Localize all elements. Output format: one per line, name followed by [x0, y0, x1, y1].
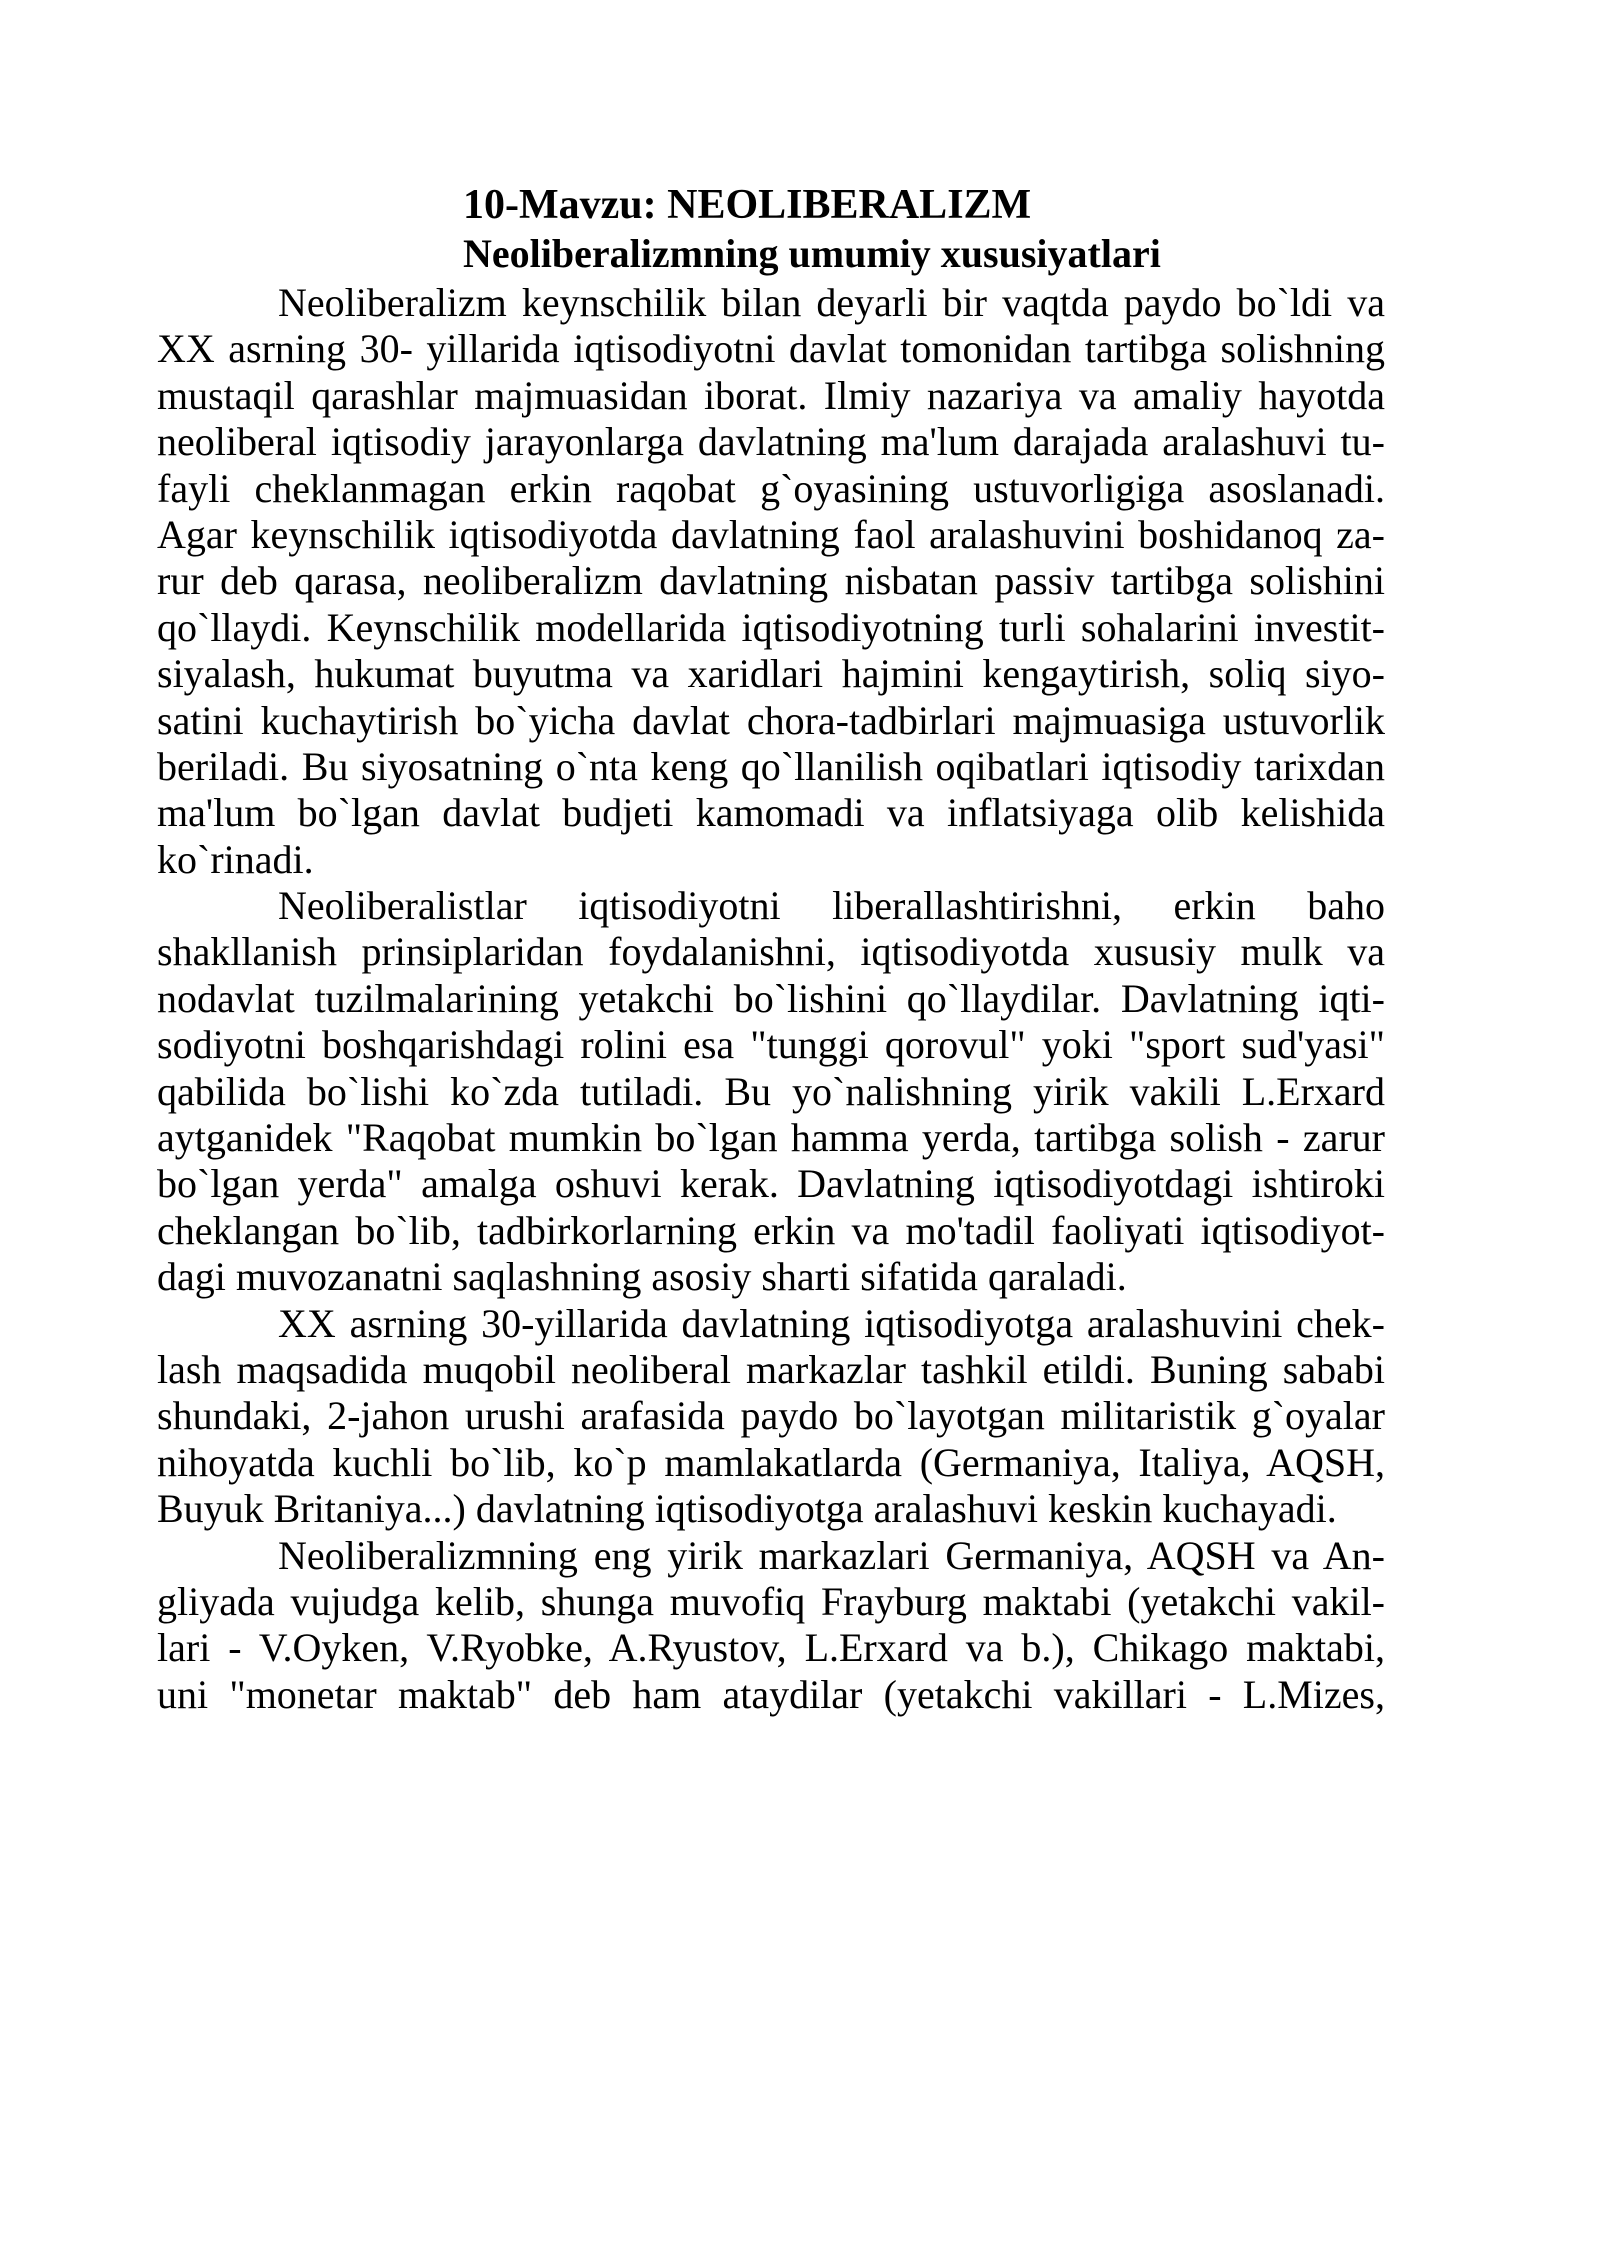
text-line: Buyuk Britaniya...) davlatning iqtisodiyotga aralashuvi keskin kuchayadi. — [157, 1486, 1337, 1532]
text-line: aytganidek "Raqobat mumkin bo`lgan hamma yerda, tartibga solish - zarur — [157, 1115, 1385, 1161]
text-line: neoliberal iqtisodiy jarayonlarga davlatning ma'lum darajada aralashuvi tu- — [157, 419, 1385, 465]
text-line: Neoliberalistlar iqtisodiyotni liberallashtirishni, erkin baho — [278, 883, 1385, 929]
text-line: nihoyatda kuchli bo`lib, ko`p mamlakatlarda (Germaniya, Italiya, AQSH, — [157, 1439, 1385, 1485]
text-line: XX asrning 30-yillarida davlatning iqtisodiyotga aralashuvini chek- — [278, 1300, 1385, 1346]
text-line: fayli cheklanmagan erkin raqobat g`oyasining ustuvorligiga asoslanadi. — [157, 465, 1385, 511]
text-line: siyalash, hukumat buyutma va xaridlari hajmini kengaytirish, soliq siyo- — [157, 651, 1385, 697]
text-line: Neoliberalizmning eng yirik markazlari Germaniya, AQSH va An- — [278, 1532, 1385, 1578]
text-line: lash maqsadida muqobil neoliberal markazlar tashkil etildi. Buning sababi — [157, 1346, 1385, 1392]
text-line: shundaki, 2-jahon urushi arafasida paydo bo`layotgan militaristik g`oyalar — [157, 1393, 1385, 1439]
paragraph-1 — [157, 280, 1385, 883]
text-line: rur deb qarasa, neoliberalizm davlatning nisbatan passiv tartibga solishini — [157, 558, 1385, 604]
body-text — [157, 280, 1385, 1718]
text-line: ma'lum bo`lgan davlat budjeti kamomadi va inflatsiyaga olib kelishida — [157, 790, 1385, 836]
paragraph-2 — [157, 883, 1385, 1301]
text-line: cheklangan bo`lib, tadbirkorlarning erkin va mo'tadil faoliyati iqtisodiyot- — [157, 1207, 1385, 1253]
text-line: qabilida bo`lishi ko`zda tutiladi. Bu yo`nalishning yirik vakili L.Erxard — [157, 1068, 1385, 1114]
paragraph-4 — [157, 1533, 1385, 1719]
text-line: Neoliberalizm keynschilik bilan deyarli bir vaqtda paydo bo`ldi va — [278, 280, 1385, 325]
text-line: gliyada vujudga kelib, shunga muvofiq Frayburg maktabi (yetakchi vakil- — [157, 1578, 1385, 1624]
section-subtitle: Neoliberalizmning umumiy xususiyatlari — [463, 231, 1161, 276]
text-line: nodavlat tuzilmalarining yetakchi bo`lishini qo`llaydilar. Davlatning iqti- — [157, 975, 1385, 1021]
text-line: XX asrning 30- yillarida iqtisodiyotni davlat tomonidan tartibga solishning — [157, 326, 1385, 372]
page-title: 10-Mavzu: NEOLIBERALIZM — [463, 182, 1032, 228]
text-line: beriladi. Bu siyosatning o`nta keng qo`llanilish oqibatlari iqtisodiy tarixdan — [157, 743, 1385, 789]
text-line: mustaqil qarashlar majmuasidan iborat. Ilmiy nazariya va amaliy hayotda — [157, 372, 1385, 418]
paragraph-3 — [157, 1301, 1385, 1533]
text-line: Agar keynschilik iqtisodiyotda davlatning faol aralashuvini boshidanoq za- — [157, 511, 1385, 557]
text-line: shakllanish prinsiplaridan foydalanishni, iqtisodiyotda xususiy mulk va — [157, 929, 1385, 975]
text-line: qo`llaydi. Keynschilik modellarida iqtisodiyotning turli sohalarini investit- — [157, 604, 1385, 650]
text-line: ko`rinadi. — [157, 836, 314, 882]
text-line: satini kuchaytirish bo`yicha davlat chora-tadbirlari majmuasiga ustuvorlik — [157, 697, 1385, 743]
text-line: lari - V.Oyken, V.Ryobke, A.Ryustov, L.Erxard va b.), Chikago maktabi, — [157, 1625, 1385, 1671]
text-line: uni "monetar maktab" deb ham ataydilar (yetakchi vakillari - L.Mizes, — [157, 1671, 1385, 1717]
text-line: bo`lgan yerda" amalga oshuvi kerak. Davlatning iqtisodiyotdagi ishtiroki — [157, 1161, 1385, 1207]
text-line: sodiyotni boshqarishdagi rolini esa "tunggi qorovul" yoki "sport sud'yasi" — [157, 1022, 1385, 1068]
page-content — [157, 180, 1385, 1718]
text-line: dagi muvozanatni saqlashning asosiy sharti sifatida qaraladi. — [157, 1254, 1127, 1300]
